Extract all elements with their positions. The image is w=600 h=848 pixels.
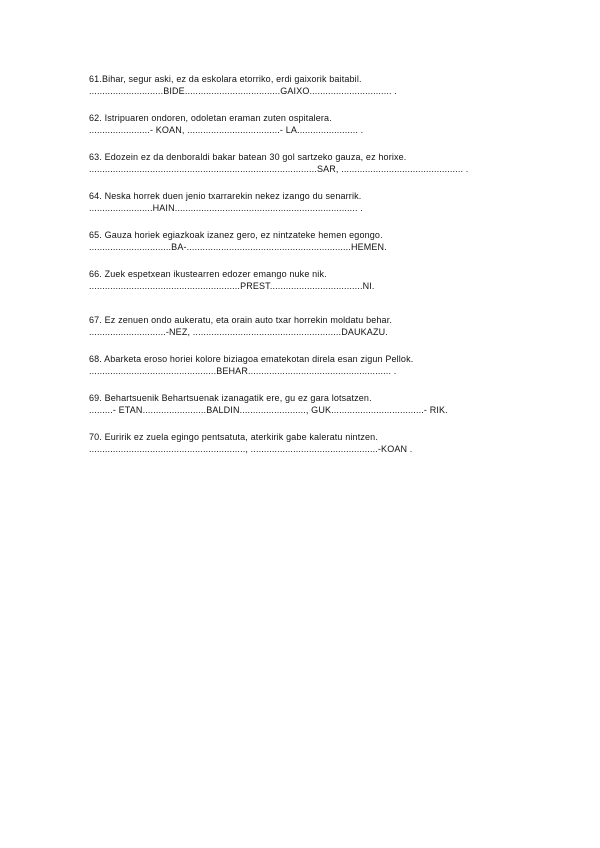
exercise-63 <box>89 151 559 175</box>
exercise-answer-line: ...............................BA-..............................................................HEMEN. <box>89 242 387 252</box>
exercise-62 <box>89 112 559 136</box>
exercise-69 <box>89 392 559 416</box>
exercise-68 <box>89 353 559 377</box>
exercise-sentence: 65. Gauza horiek egiazkoak izanez gero, ez nintzateke hemen egongo. <box>89 230 383 240</box>
exercise-answer-line: ......................................................................................SAR, .............................................. . <box>89 164 469 174</box>
exercise-61 <box>89 73 559 97</box>
exercise-answer-line: ........................HAIN..................................................................... . <box>89 203 363 213</box>
exercise-answer-line: .............................-NEZ, ........................................................DAUKAZU. <box>89 327 388 337</box>
exercise-answer-line: ..........................................................., ................................................-KOAN . <box>89 444 413 454</box>
exercise-sentence: 61.Bihar, segur aski, ez da eskolara etorriko, erdi gaixorik baitabil. <box>89 74 362 84</box>
exercise-sentence: 63. Edozein ez da denboraldi bakar batean 30 gol sartzeko gauza, ez horixe. <box>89 152 407 162</box>
exercise-sentence: 62. Istripuaren ondoren, odoletan eraman zuten ospitalera. <box>89 113 332 123</box>
exercise-sentence: 67. Ez zenuen ondo aukeratu, eta orain auto txar horrekin moldatu behar. <box>89 315 392 325</box>
exercise-70 <box>89 431 559 455</box>
exercise-answer-line: .......................- KOAN, ...................................- LA....................... . <box>89 125 364 135</box>
exercise-sentence: 64. Neska horrek duen jenio txarrarekin nekez izango du senarrik. <box>89 191 362 201</box>
exercise-sentence: 70. Euririk ez zuela egingo pentsatuta, aterkirik gabe kaleratu nintzen. <box>89 432 378 442</box>
exercise-list <box>89 73 559 455</box>
exercise-64 <box>89 190 559 214</box>
exercise-sentence: 68. Abarketa eroso horiei kolore biziagoa ematekotan direla esan zigun Pellok. <box>89 354 414 364</box>
exercise-answer-line: .........................................................PREST...................................NI. <box>89 281 375 291</box>
exercise-66 <box>89 268 559 292</box>
exercise-answer-line: ................................................BEHAR...................................................... . <box>89 366 397 376</box>
exercise-answer-line: .........- ETAN........................BALDIN........................., GUK...................................- RIK. <box>89 405 448 415</box>
exercise-answer-line: ............................BIDE....................................GAIXO............................... . <box>89 86 397 96</box>
exercise-65 <box>89 229 559 253</box>
exercise-sentence: 66. Zuek espetxean ikustearren edozer emango nuke nik. <box>89 269 327 279</box>
exercise-sentence: 69. Behartsuenik Behartsuenak izanagatik ere, gu ez gara lotsatzen. <box>89 393 372 403</box>
exercise-67 <box>89 314 559 338</box>
